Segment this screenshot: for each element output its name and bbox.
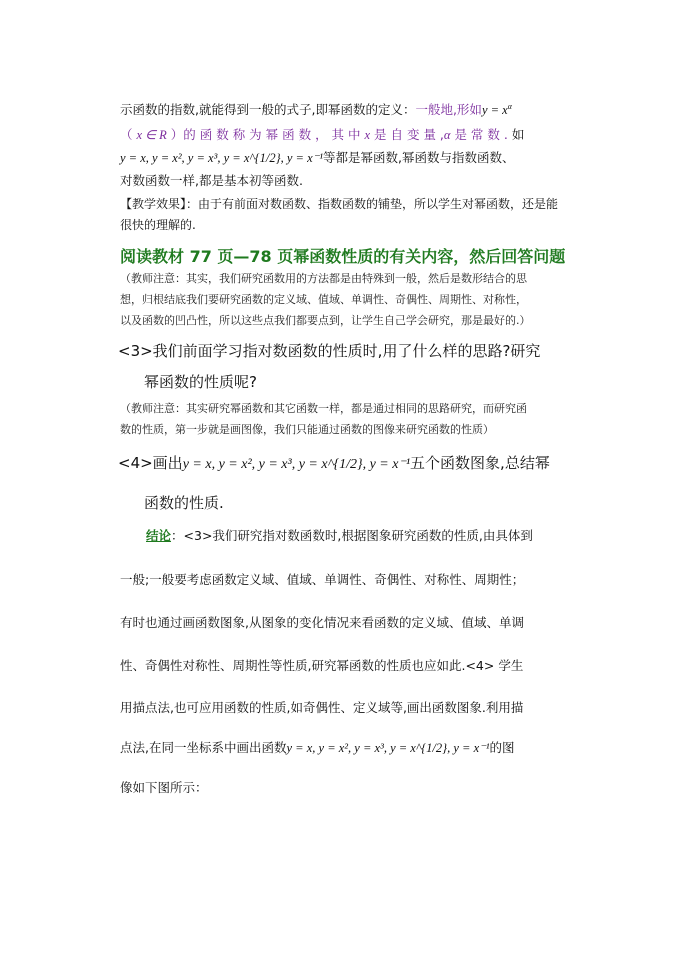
teaching-effect-line-1: 【教学效果】：由于有前面对数函数、指数函数的铺垫，所以学生对幂函数，还是能 — [120, 197, 559, 211]
math-examples: y = x, y = x², y = x³, y = x^{1/2}, y = x⁻¹ — [120, 151, 323, 165]
question-4: <4>画出y = x, y = x², y = x³, y = x^{1/2}, y = x⁻¹五个函数图象,总结幂 函数的性质. — [118, 454, 550, 512]
conclusion-line-7: 像如下图所示： — [120, 780, 208, 795]
definition-line-2: （ x ∈ R ）的 函 数 称 为 幂 函 数 ， 其 中 x 是 自 变 量 ,α 是 常 数 . 如 — [120, 127, 525, 142]
conclusion-line-3: 有时也通过画函数图象,从图象的变化情况来看函数的定义域、值域、单调 — [120, 615, 524, 630]
section-heading: 阅读教材 77 页—78 页幂函数性质的有关内容，然后回答问题 — [120, 247, 566, 266]
teacher-note-2: （教师注意：其实研究幂函数和其它函数一样，都是通过相同的思路研究，而研究函 数的性质，第一步就是画图像，我们只能通过函数的图像来研究函数的性质） — [120, 402, 527, 436]
question-3: <3>我们前面学习指对数函数的性质时,用了什么样的思路?研究 幂函数的性质呢? — [118, 342, 541, 391]
conclusion-line-4: 性、奇偶性对称性、周期性等性质,研究幂函数的性质也应如此.<4> 学生 — [120, 658, 524, 673]
teacher-note-1: （教师注意：其实，我们研究函数用的方法都是由特殊到一般，然后是数形结合的思 想，归根结底我们要研究函数的定义域、值域、单调性、奇偶性、周期性、对称性， 以及函数的凹凸性，所以这些点我们都要点到，让学生自己学会研究，那是最好的.） — [120, 272, 531, 327]
definition-highlight: 一般地,形如 — [415, 102, 482, 117]
conclusion-line-5: 用描点法,也可应用函数的性质,如奇偶性、定义域等,画出函数图象.利用描 — [120, 700, 524, 715]
definition-line-1 — [120, 100, 568, 118]
definition-line-4: 对数函数一样,都是基本初等函数. — [120, 173, 303, 188]
math-power: $y = x^\alpha$ — [481, 101, 512, 117]
text: 示函数的指数,就能得到一般的式子,即幂函数的定义： — [120, 102, 416, 117]
conclusion-label: 结论 — [146, 528, 172, 543]
conclusion-line-2: 一般;一般要考虑函数定义域、值域、单调性、奇偶性、对称性、周期性； — [120, 572, 525, 587]
definition-line-3: y = x, y = x², y = x³, y = x^{1/2}, y = x⁻¹等都是幂函数,幂函数与指数函数、 — [120, 150, 515, 165]
conclusion-line-1: 结论：<3>我们研究指对数函数时,根据图象研究函数的性质,由具体到 — [146, 528, 533, 543]
teaching-effect-label: 【教学效果】 — [120, 197, 187, 211]
conclusion-line-6: 点法,在同一坐标系中画出函数y = x, y = x², y = x³, y = x^{1/2}, y = x⁻¹的图 — [120, 740, 515, 755]
teaching-effect-line-2: 很快的理解的. — [120, 218, 196, 232]
